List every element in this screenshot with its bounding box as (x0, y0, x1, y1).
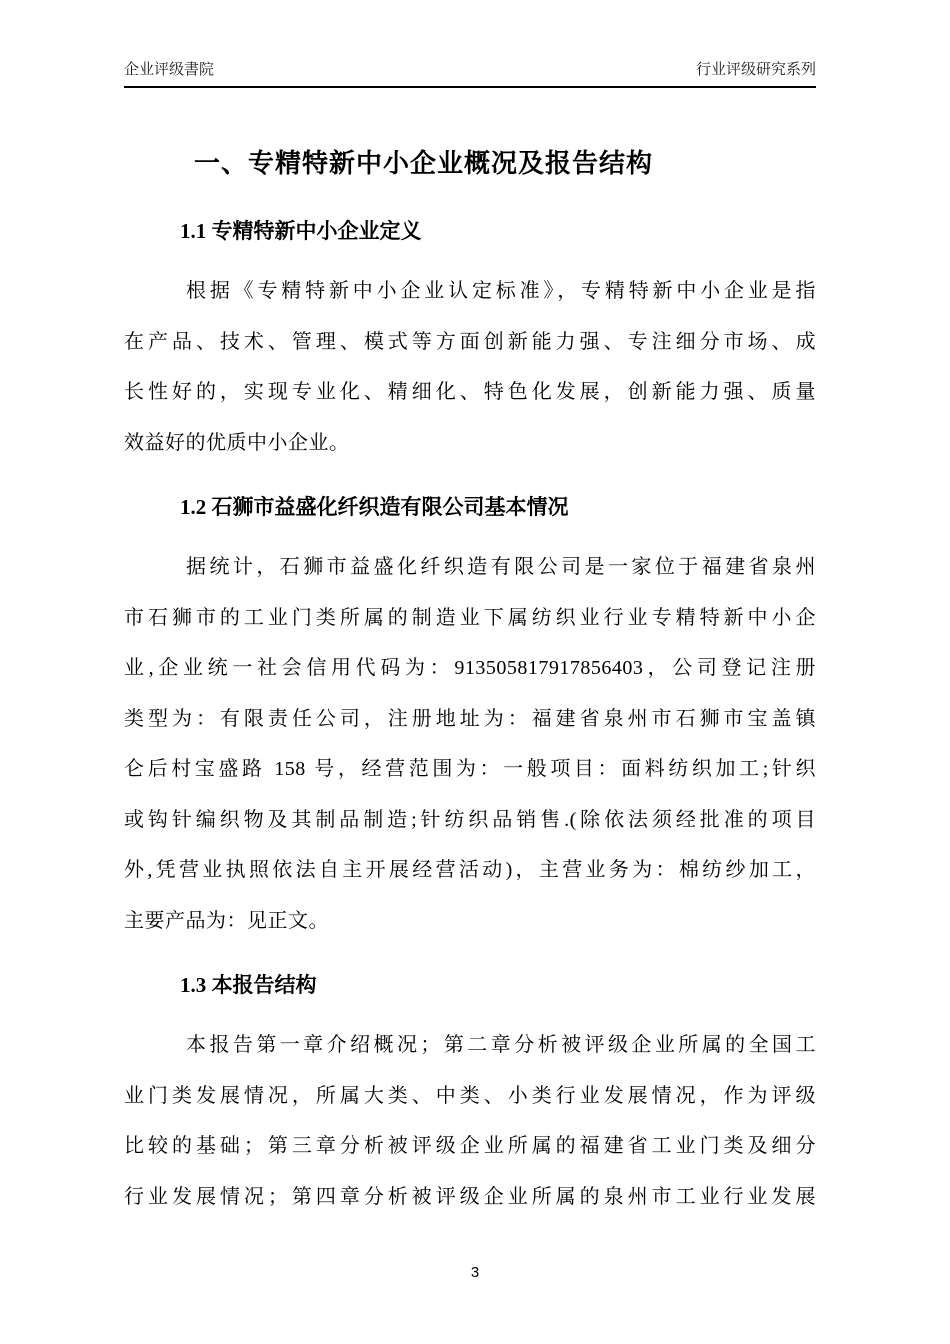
paragraph-1-2 (124, 542, 816, 946)
section-heading-1-1: 1.1 专精特新中小企业定义 (180, 219, 422, 243)
page-footer (0, 1264, 950, 1282)
paragraph-1-1 (124, 266, 816, 468)
header-left-text: 企业评级書院 (124, 61, 215, 78)
text-line: 根据《专精特新中小企业认定标准》，专精特新中小企业是指 (186, 280, 816, 302)
section-heading-1-2: 1.2 石狮市益盛化纤织造有限公司基本情况 (180, 495, 569, 519)
header-right-text: 行业评级研究系列 (695, 61, 816, 78)
text-line: 类型为：有限责任公司，注册地址为：福建省泉州市石狮市宝盖镇 (124, 707, 816, 730)
text-line: 长性好的，实现专业化、精细化、特色化发展，创新能力强、质量 (124, 381, 816, 403)
text-line: 据统计，石狮市益盛化纤织造有限公司是一家位于福建省泉州 (186, 556, 816, 578)
document-content (0, 146, 950, 1222)
page-number: 3 (470, 1264, 480, 1281)
header-rule (124, 86, 816, 88)
text-line: 仑后村宝盛路 158 号，经营范围为：一般项目：面料纺织加工;针织 (124, 758, 816, 780)
text-line: 主要产品为：见正文。 (124, 909, 329, 932)
text-line: 市石狮市的工业门类所属的制造业下属纺织业行业专精特新中小企 (124, 606, 816, 629)
text-line: 行业发展情况；第四章分析被评级企业所属的泉州市工业行业发展 (124, 1185, 816, 1208)
page-header (0, 0, 950, 80)
text-line: 在产品、技术、管理、模式等方面创新能力强、专注细分市场、成 (124, 330, 816, 353)
text-line: 效益好的优质中小企业。 (124, 431, 350, 454)
text-line: 比较的基础；第三章分析被评级企业所属的福建省工业门类及细分 (124, 1135, 816, 1157)
text-line: 业,企业统一社会信用代码为：913505817917856403，公司登记注册 (124, 657, 816, 679)
text-line: 或钩针编织物及其制品制造;针纺织品销售.(除依法须经批准的项目 (124, 808, 816, 831)
chapter-title: 一、专精特新中小企业概况及报告结构 (194, 149, 654, 178)
section-heading-1-3: 1.3 本报告结构 (180, 973, 317, 997)
text-line: 业门类发展情况，所属大类、中类、小类行业发展情况，作为评级 (124, 1084, 816, 1107)
text-line: 本报告第一章介绍概况；第二章分析被评级企业所属的全国工 (186, 1034, 816, 1056)
text-line: 外,凭营业执照依法自主开展经营活动)，主营业务为：棉纺纱加工， (124, 859, 816, 881)
paragraph-1-3 (124, 1020, 816, 1222)
